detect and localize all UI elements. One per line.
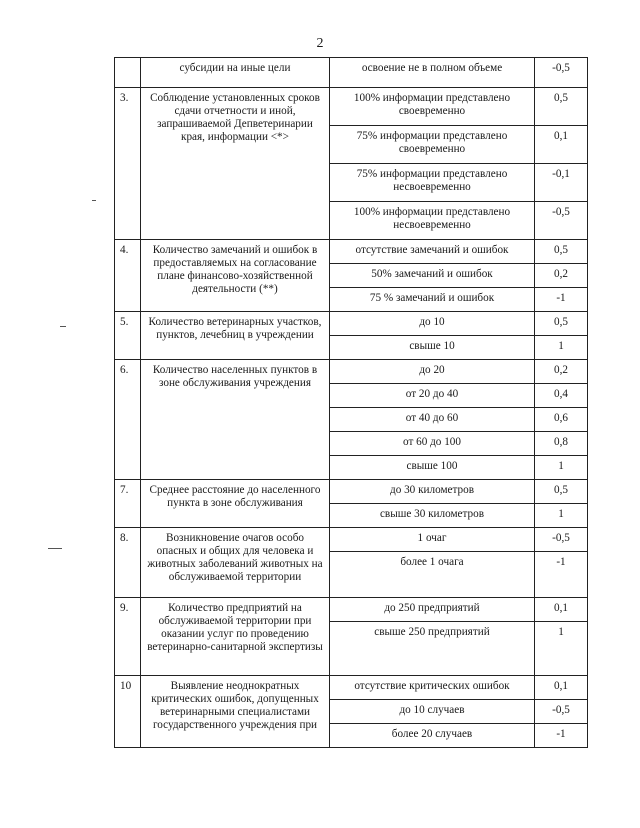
criterion-cell: Количество предприятий на обслуживаемой территории при оказании услуг по проведению ветеринарно-санитарной экспертизы xyxy=(141,598,330,676)
score-cell: 0,2 xyxy=(535,264,588,288)
condition-cell: до 30 километров xyxy=(330,480,535,504)
condition-cell: более 1 очага xyxy=(330,552,535,598)
criterion-cell: Выявление неоднократных критических ошибок, допущенных ветеринарными специалистами государственного учреждения при xyxy=(141,676,330,748)
row-number: 10 xyxy=(115,676,141,748)
score-cell: 0,5 xyxy=(535,312,588,336)
score-cell: 0,2 xyxy=(535,360,588,384)
score-cell: 0,1 xyxy=(535,126,588,164)
table-row xyxy=(115,88,588,126)
condition-cell: от 40 до 60 xyxy=(330,408,535,432)
condition-cell: свыше 10 xyxy=(330,336,535,360)
table-row xyxy=(115,480,588,504)
criteria-table xyxy=(114,57,584,748)
condition-cell: более 20 случаев xyxy=(330,724,535,748)
condition-cell: 75% информации представлено несвоевременно xyxy=(330,164,535,202)
row-number: 7. xyxy=(115,480,141,528)
table-row xyxy=(115,676,588,700)
page-number: 2 xyxy=(316,36,324,51)
score-cell: -1 xyxy=(535,552,588,598)
table-row xyxy=(115,58,588,88)
condition-cell: освоение не в полном объеме xyxy=(330,58,535,88)
score-cell: -0,5 xyxy=(535,528,588,552)
score-cell: -0,5 xyxy=(535,202,588,240)
condition-cell: до 250 предприятий xyxy=(330,598,535,622)
condition-cell: 75 % замечаний и ошибок xyxy=(330,288,535,312)
criterion-cell: Возникновение очагов особо опасных и общих для человека и животных заболеваний животных на обслуживаемой территории xyxy=(141,528,330,598)
table-row xyxy=(115,240,588,264)
scan-mark xyxy=(60,326,66,327)
row-number: 3. xyxy=(115,88,141,240)
row-number: 4. xyxy=(115,240,141,312)
table-row xyxy=(115,598,588,622)
table-row xyxy=(115,360,588,384)
criterion-cell: Соблюдение установленных сроков сдачи отчетности и иной, запрашиваемой Депветеринарии края, информации <*> xyxy=(141,88,330,240)
criterion-cell: субсидии на иные цели xyxy=(141,58,330,88)
criterion-cell: Количество замечаний и ошибок в предоставляемых на согласование плане финансово-хозяйственной деятельности (**) xyxy=(141,240,330,312)
condition-cell: отсутствие замечаний и ошибок xyxy=(330,240,535,264)
score-cell: 0,5 xyxy=(535,480,588,504)
condition-cell: свыше 30 километров xyxy=(330,504,535,528)
row-number: 5. xyxy=(115,312,141,360)
criterion-cell: Среднее расстояние до населенного пункта в зоне обслуживания xyxy=(141,480,330,528)
condition-cell: до 20 xyxy=(330,360,535,384)
row-number xyxy=(115,58,141,88)
score-cell: 1 xyxy=(535,336,588,360)
score-cell: 0,1 xyxy=(535,676,588,700)
condition-cell: отсутствие критических ошибок xyxy=(330,676,535,700)
table-row xyxy=(115,528,588,552)
condition-cell: 50% замечаний и ошибок xyxy=(330,264,535,288)
score-cell: 1 xyxy=(535,622,588,676)
score-cell: -0,5 xyxy=(535,700,588,724)
criteria-table-grid xyxy=(114,57,588,748)
score-cell: -0,5 xyxy=(535,58,588,88)
score-cell: -1 xyxy=(535,724,588,748)
score-cell: 0,5 xyxy=(535,240,588,264)
condition-cell: от 20 до 40 xyxy=(330,384,535,408)
criterion-cell: Количество населенных пунктов в зоне обслуживания учреждения xyxy=(141,360,330,480)
scan-mark xyxy=(48,548,62,549)
score-cell: 0,8 xyxy=(535,432,588,456)
condition-cell: 100% информации представлено несвоевременно xyxy=(330,202,535,240)
scan-mark xyxy=(92,200,96,201)
score-cell: 0,1 xyxy=(535,598,588,622)
condition-cell: 75% информации представлено своевременно xyxy=(330,126,535,164)
row-number: 8. xyxy=(115,528,141,598)
row-number: 6. xyxy=(115,360,141,480)
table-row xyxy=(115,312,588,336)
condition-cell: свыше 250 предприятий xyxy=(330,622,535,676)
score-cell: 0,5 xyxy=(535,88,588,126)
score-cell: 1 xyxy=(535,504,588,528)
condition-cell: 100% информации представлено своевременно xyxy=(330,88,535,126)
score-cell: -1 xyxy=(535,288,588,312)
condition-cell: свыше 100 xyxy=(330,456,535,480)
row-number: 9. xyxy=(115,598,141,676)
score-cell: -0,1 xyxy=(535,164,588,202)
score-cell: 1 xyxy=(535,456,588,480)
condition-cell: до 10 случаев xyxy=(330,700,535,724)
condition-cell: до 10 xyxy=(330,312,535,336)
condition-cell: от 60 до 100 xyxy=(330,432,535,456)
score-cell: 0,4 xyxy=(535,384,588,408)
score-cell: 0,6 xyxy=(535,408,588,432)
condition-cell: 1 очаг xyxy=(330,528,535,552)
criterion-cell: Количество ветеринарных участков, пунктов, лечебниц в учреждении xyxy=(141,312,330,360)
